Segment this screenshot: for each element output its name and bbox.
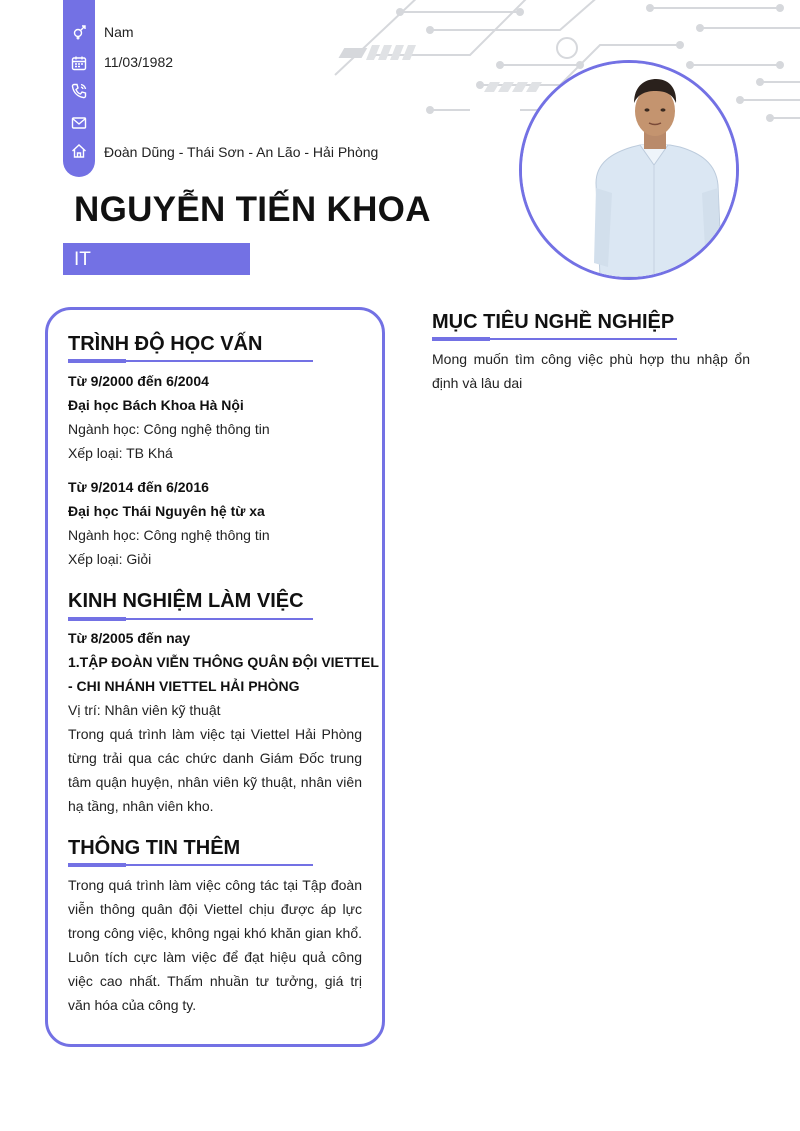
objective-text: Mong muốn tìm công việc phù hợp thu nhập ổn định và lâu dai [432,351,750,391]
objective-title: MỤC TIÊU NGHỀ NGHIỆP [432,311,675,333]
experience-company-line1: 1.TẬP ĐOÀN VIỄN THÔNG QUÂN ĐỘI VIETTEL [68,654,379,670]
extra-title-underline [68,864,313,866]
experience-role: Vị trí: Nhân viên kỹ thuật [68,702,221,718]
education-1-period: Từ 9/2000 đến 6/2004 [68,373,209,389]
experience-title: KINH NGHIỆM LÀM VIỆC [68,590,304,612]
position-title: IT [74,249,91,270]
experience-company-line2: - CHI NHÁNH VIETTEL HẢI PHÒNG [68,678,300,694]
extra-title: THÔNG TIN THÊM [68,837,241,859]
education-1-major: Ngành học: Công nghệ thông tin [68,421,270,437]
position-banner [63,243,250,275]
contact-icon-strip [63,0,95,177]
education-2-period: Từ 9/2014 đến 6/2016 [68,479,209,495]
experience-period: Từ 8/2005 đến nay [68,630,191,646]
gender-value: Nam [104,24,134,40]
birthday-value: 11/03/1982 [104,54,174,70]
person-portrait [522,63,736,277]
education-title-underline [68,360,313,362]
extra-text: Trong quá trình làm việc công tác tại Tập đoàn viễn thông quân đội Viettel chịu được áp lực trong công việc, không ngại khó khăn gian khổ. Luôn tích cực làm việc để đạt hiệu quả công việc cao nhất. Thấm nhuần tư tưởng, giá trị văn hóa của công ty. [68,877,362,1013]
education-2-major: Ngành học: Công nghệ thông tin [68,527,270,543]
gender-icon [71,24,87,40]
address-value: Đoàn Dũng - Thái Sơn - An Lão - Hải Phòng [104,144,379,160]
experience-description: Trong quá trình làm việc tại Viettel Hải Phòng từng trải qua các chức danh Giám Đốc trung tâm quận huyện, nhân viên kỹ thuật, nhân viên hạ tầng, nhân viên kho. [68,726,362,814]
objective-title-underline [432,338,677,340]
education-title: TRÌNH ĐỘ HỌC VẤN [68,333,263,355]
education-1-school: Đại học Bách Khoa Hà Nội [68,397,244,413]
profile-photo [519,60,739,280]
education-1-grade: Xếp loại: TB Khá [68,445,173,461]
education-2-school: Đại học Thái Nguyên hệ từ xa [68,503,265,519]
home-icon [71,143,87,159]
education-2-grade: Xếp loại: Giỏi [68,551,152,567]
full-name: NGUYỄN TIẾN KHOA [74,190,431,229]
calendar-icon [71,55,87,71]
mail-icon [71,115,87,131]
phone-icon [71,83,87,99]
experience-title-underline [68,618,313,620]
